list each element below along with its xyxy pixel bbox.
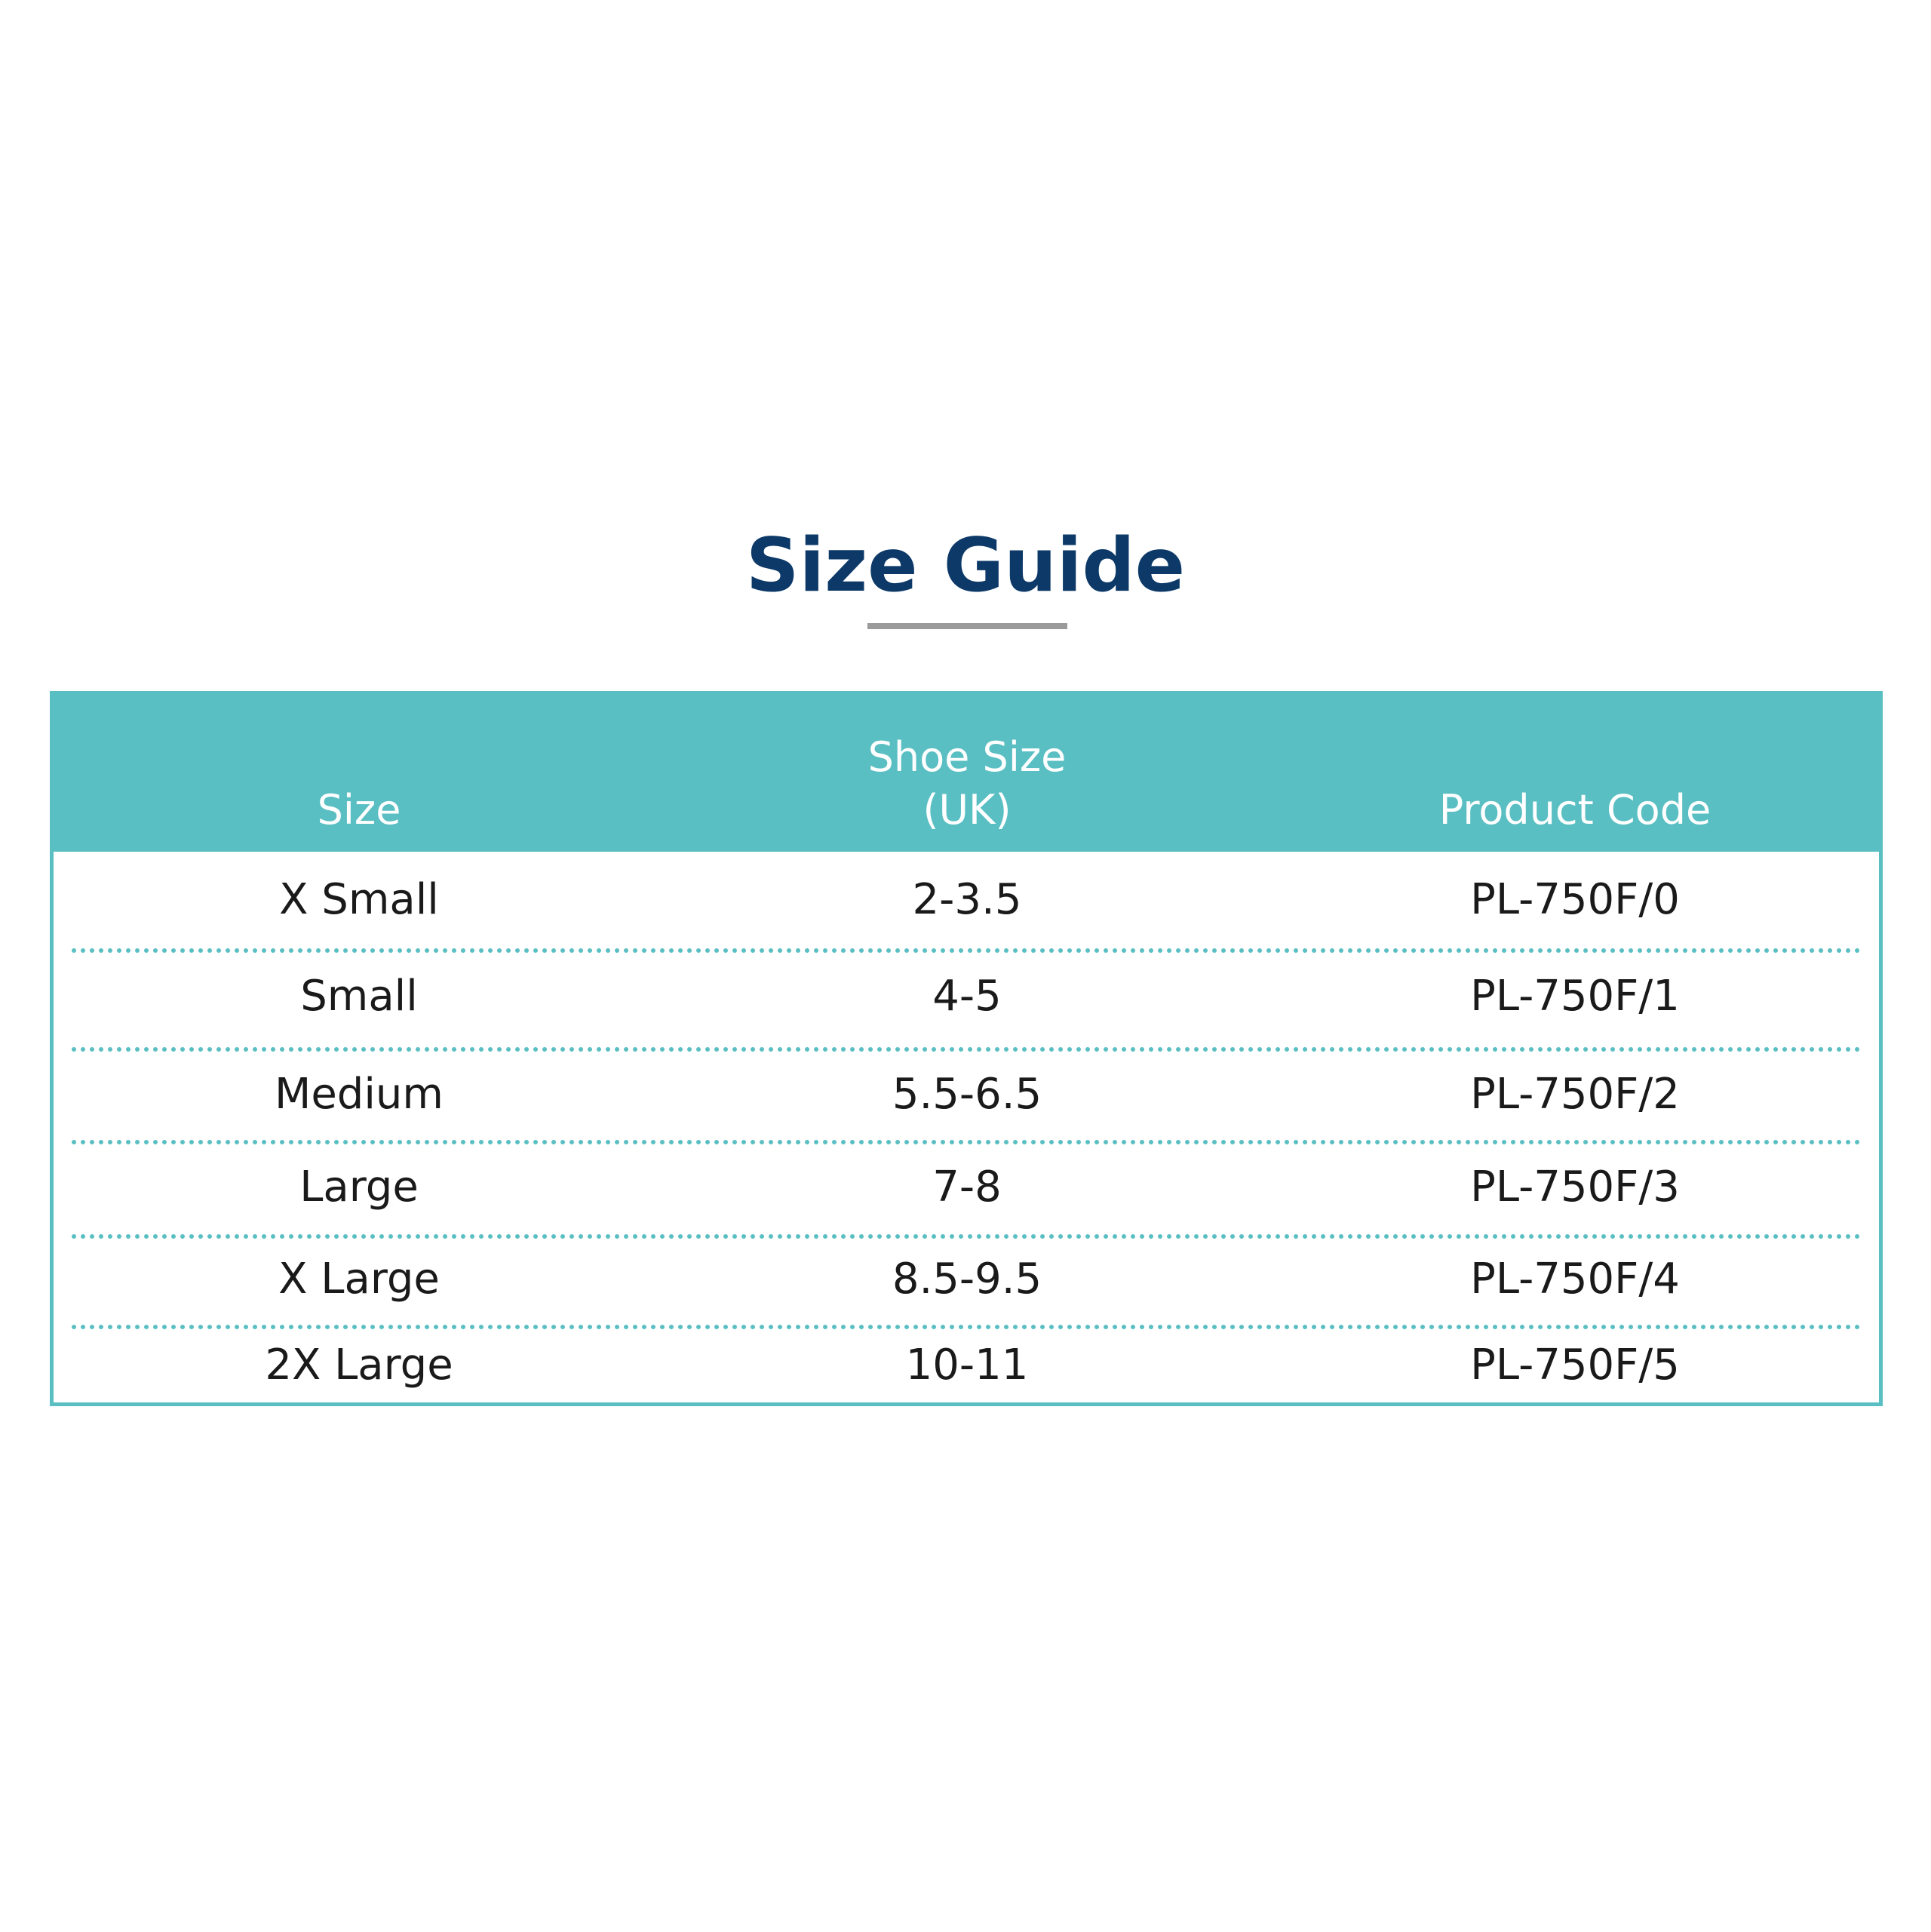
title-underline: [867, 623, 1067, 629]
cell-product-code: PL-750F/0: [1470, 875, 1680, 924]
cell-size: 2X Large: [265, 1341, 453, 1390]
header-shoe-size: Shoe Size (UK): [867, 733, 1067, 834]
table-row: [54, 948, 1879, 1045]
cell-product-code: PL-750F/5: [1470, 1341, 1680, 1390]
cell-size: Medium: [275, 1070, 444, 1119]
cell-shoe-size: 10-11: [905, 1341, 1029, 1390]
cell-size: Small: [300, 972, 418, 1021]
header-product-code: Product Code: [1438, 786, 1711, 834]
table-header: [54, 695, 1879, 852]
cell-shoe-size: 4-5: [932, 972, 1002, 1021]
page-title: Size Guide: [745, 523, 1186, 609]
cell-size: Large: [299, 1163, 419, 1212]
cell-product-code: PL-750F/4: [1470, 1255, 1680, 1304]
cell-size: X Small: [279, 875, 439, 924]
cell-size: X Large: [278, 1255, 440, 1304]
table-row: [54, 1140, 1879, 1234]
cell-product-code: PL-750F/1: [1470, 972, 1680, 1021]
cell-shoe-size: 8.5-9.5: [892, 1255, 1042, 1304]
cell-shoe-size: 2-3.5: [912, 875, 1022, 924]
table-row: [54, 1325, 1879, 1406]
cell-shoe-size: 7-8: [932, 1163, 1002, 1212]
cell-product-code: PL-750F/3: [1470, 1163, 1680, 1212]
table-row: [54, 852, 1879, 948]
header-size: Size: [317, 786, 401, 834]
table-row: [54, 1047, 1879, 1141]
size-guide-table: [50, 691, 1883, 1406]
cell-product-code: PL-750F/2: [1470, 1070, 1680, 1119]
cell-shoe-size: 5.5-6.5: [892, 1070, 1042, 1119]
table-row: [54, 1234, 1879, 1325]
